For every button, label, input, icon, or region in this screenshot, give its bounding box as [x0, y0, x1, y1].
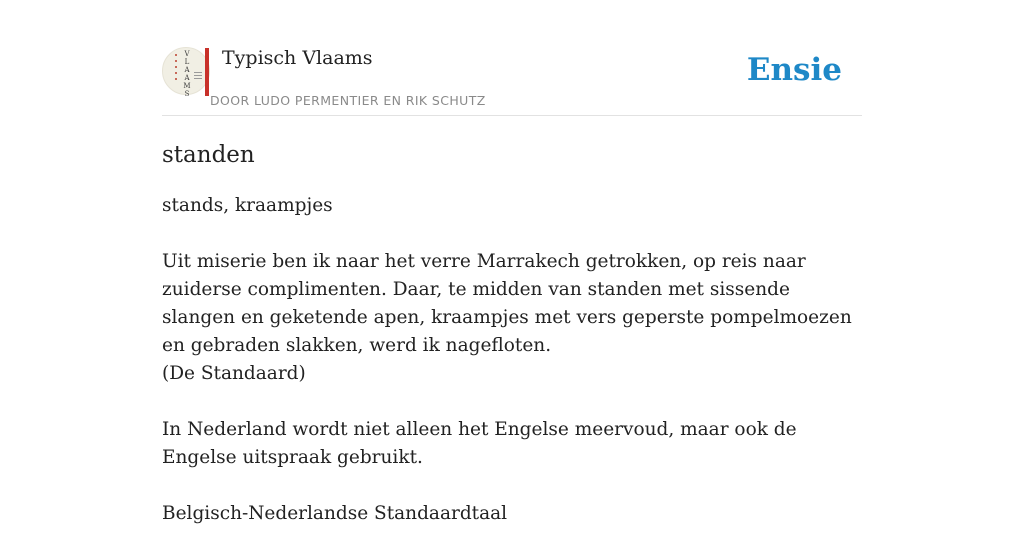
- cover-decoration: [175, 54, 177, 84]
- book-authors: DOOR LUDO PERMENTIER EN RIK SCHUTZ: [210, 93, 486, 108]
- entry-example: Uit miserie ben ik naar het verre Marrakech getrokken, op reis naar zuiderse complimenten. Daar, te midden van standen met sissende slangen en geketende apen, kraampjes met vers geperste pompelmoezen en gebraden slakken, werd ik nagefloten.: [162, 251, 852, 356]
- entry-note: In Nederland wordt niet alleen het Engelse meervoud, maar ook de Engelse uitspraak gebruikt.: [162, 419, 797, 468]
- entry-example-block: [162, 248, 862, 388]
- entry-content: [162, 192, 862, 556]
- cover-title-letters: VLAAMS: [183, 50, 191, 98]
- cover-red-stripe: [205, 48, 209, 96]
- ensie-logo-link[interactable]: Ensie: [746, 52, 842, 88]
- entry-definition: stands, kraampjes: [162, 195, 333, 216]
- book-cover-thumbnail[interactable]: [162, 47, 210, 98]
- entry-source: (De Standaard): [162, 363, 306, 384]
- book-title-link[interactable]: Typisch Vlaams: [222, 47, 373, 69]
- entry-word: standen: [162, 142, 255, 168]
- entry-category: Belgisch-Nederlandse Standaardtaal: [162, 503, 508, 524]
- page-header: [162, 0, 862, 116]
- cover-fine-print: [194, 72, 202, 80]
